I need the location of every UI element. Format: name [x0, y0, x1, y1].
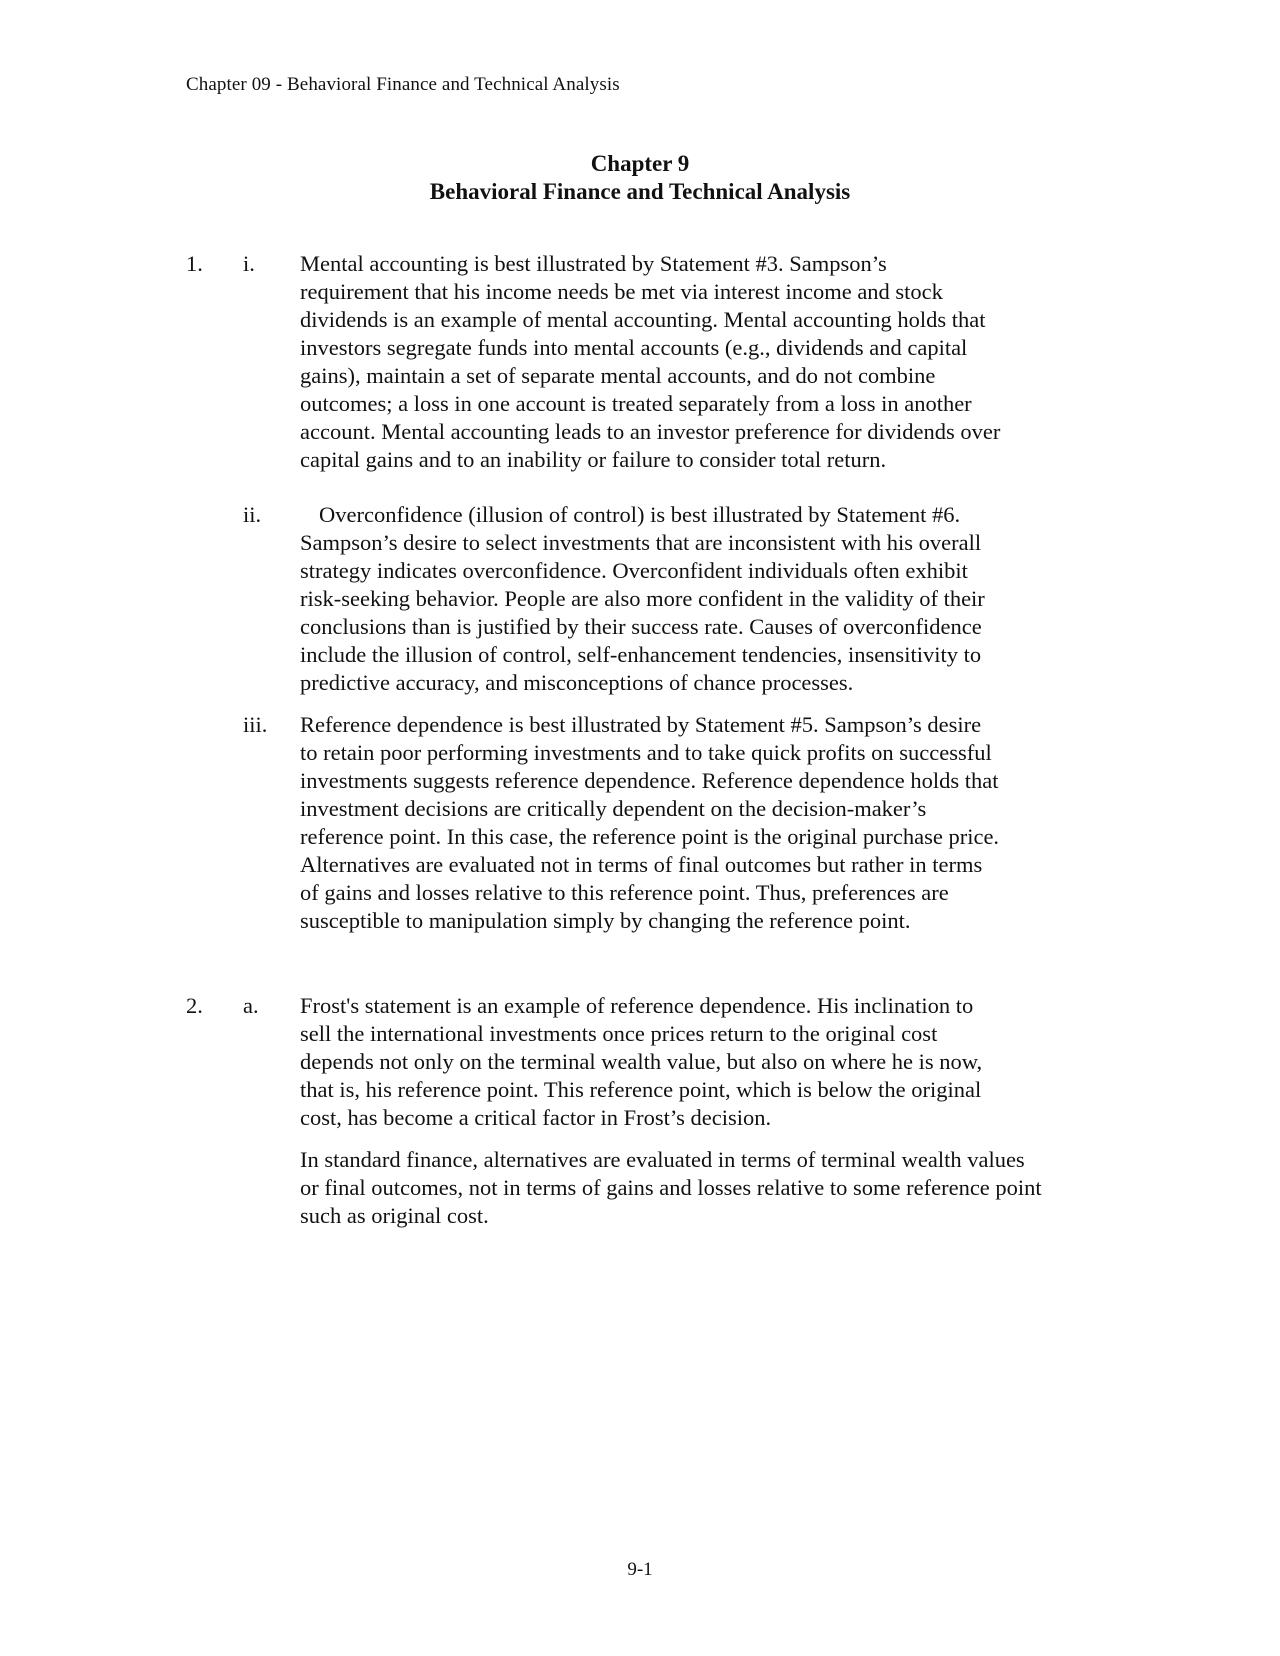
text-line: dividends is an example of mental accounting. Mental accounting holds that	[300, 307, 986, 332]
text-line: Frost's statement is an example of reference dependence. His inclination to	[300, 993, 974, 1018]
chapter-title-block	[0, 150, 1280, 206]
text-line: Overconfidence (illusion of control) is best illustrated by Statement #6.	[319, 502, 961, 527]
answer-paragraph	[300, 992, 1130, 1132]
text-line: gains), maintain a set of separate mental accounts, and do not combine	[300, 363, 936, 388]
text-line: or final outcomes, not in terms of gains and losses relative to some reference point	[300, 1175, 1042, 1200]
text-line: Alternatives are evaluated not in terms of final outcomes but rather in terms	[300, 852, 983, 877]
chapter-name-title: Behavioral Finance and Technical Analysis	[429, 179, 851, 204]
answer-paragraph	[300, 250, 1130, 474]
text-line: Sampson’s desire to select investments that are inconsistent with his overall	[300, 530, 982, 555]
answer-paragraph	[300, 501, 1130, 697]
text-line: to retain poor performing investments and to take quick profits on successful	[300, 740, 992, 765]
text-line: capital gains and to an inability or failure to consider total return.	[300, 447, 887, 472]
text-line: predictive accuracy, and misconceptions of chance processes.	[300, 670, 854, 695]
answer-paragraph	[300, 1146, 1130, 1230]
text-line: depends not only on the terminal wealth value, but also on where he is now,	[300, 1049, 983, 1074]
text-line: such as original cost.	[300, 1203, 489, 1228]
text-line: of gains and losses relative to this reference point. Thus, preferences are	[300, 880, 949, 905]
text-line: requirement that his income needs be met via interest income and stock	[300, 279, 943, 304]
question-number: 1.	[186, 251, 203, 276]
text-line: risk-seeking behavior. People are also more confident in the validity of their	[300, 586, 985, 611]
part-label: ii.	[243, 502, 262, 527]
part-label: i.	[243, 251, 255, 276]
text-line: investment decisions are critically dependent on the decision-maker’s	[300, 796, 927, 821]
text-line: investments suggests reference dependence. Reference dependence holds that	[300, 768, 999, 793]
text-line: reference point. In this case, the reference point is the original purchase price.	[300, 824, 1000, 849]
text-line: sell the international investments once prices return to the original cost	[300, 1021, 938, 1046]
running-header: Chapter 09 - Behavioral Finance and Technical Analysis	[186, 74, 620, 95]
question-number: 2.	[186, 993, 203, 1018]
text-line: conclusions than is justified by their success rate. Causes of overconfidence	[300, 614, 982, 639]
text-line: susceptible to manipulation simply by changing the reference point.	[300, 908, 911, 933]
part-label: a.	[243, 993, 259, 1018]
answer-paragraph	[300, 711, 1130, 935]
text-line: include the illusion of control, self-enhancement tendencies, insensitivity to	[300, 642, 982, 667]
part-label: iii.	[243, 712, 268, 737]
chapter-number-title: Chapter 9	[590, 151, 690, 176]
text-line: outcomes; a loss in one account is treated separately from a loss in another	[300, 391, 972, 416]
page-number: 9-1	[627, 1559, 653, 1580]
text-line: account. Mental accounting leads to an investor preference for dividends over	[300, 419, 1001, 444]
text-line: cost, has become a critical factor in Frost’s decision.	[300, 1105, 772, 1130]
text-line: In standard finance, alternatives are evaluated in terms of terminal wealth values	[300, 1147, 1025, 1172]
text-line: investors segregate funds into mental accounts (e.g., dividends and capital	[300, 335, 968, 360]
text-line: Mental accounting is best illustrated by Statement #3. Sampson’s	[300, 251, 887, 276]
text-line: strategy indicates overconfidence. Overconfident individuals often exhibit	[300, 558, 968, 583]
text-line: that is, his reference point. This reference point, which is below the original	[300, 1077, 982, 1102]
text-line: Reference dependence is best illustrated by Statement #5. Sampson’s desire	[300, 712, 982, 737]
